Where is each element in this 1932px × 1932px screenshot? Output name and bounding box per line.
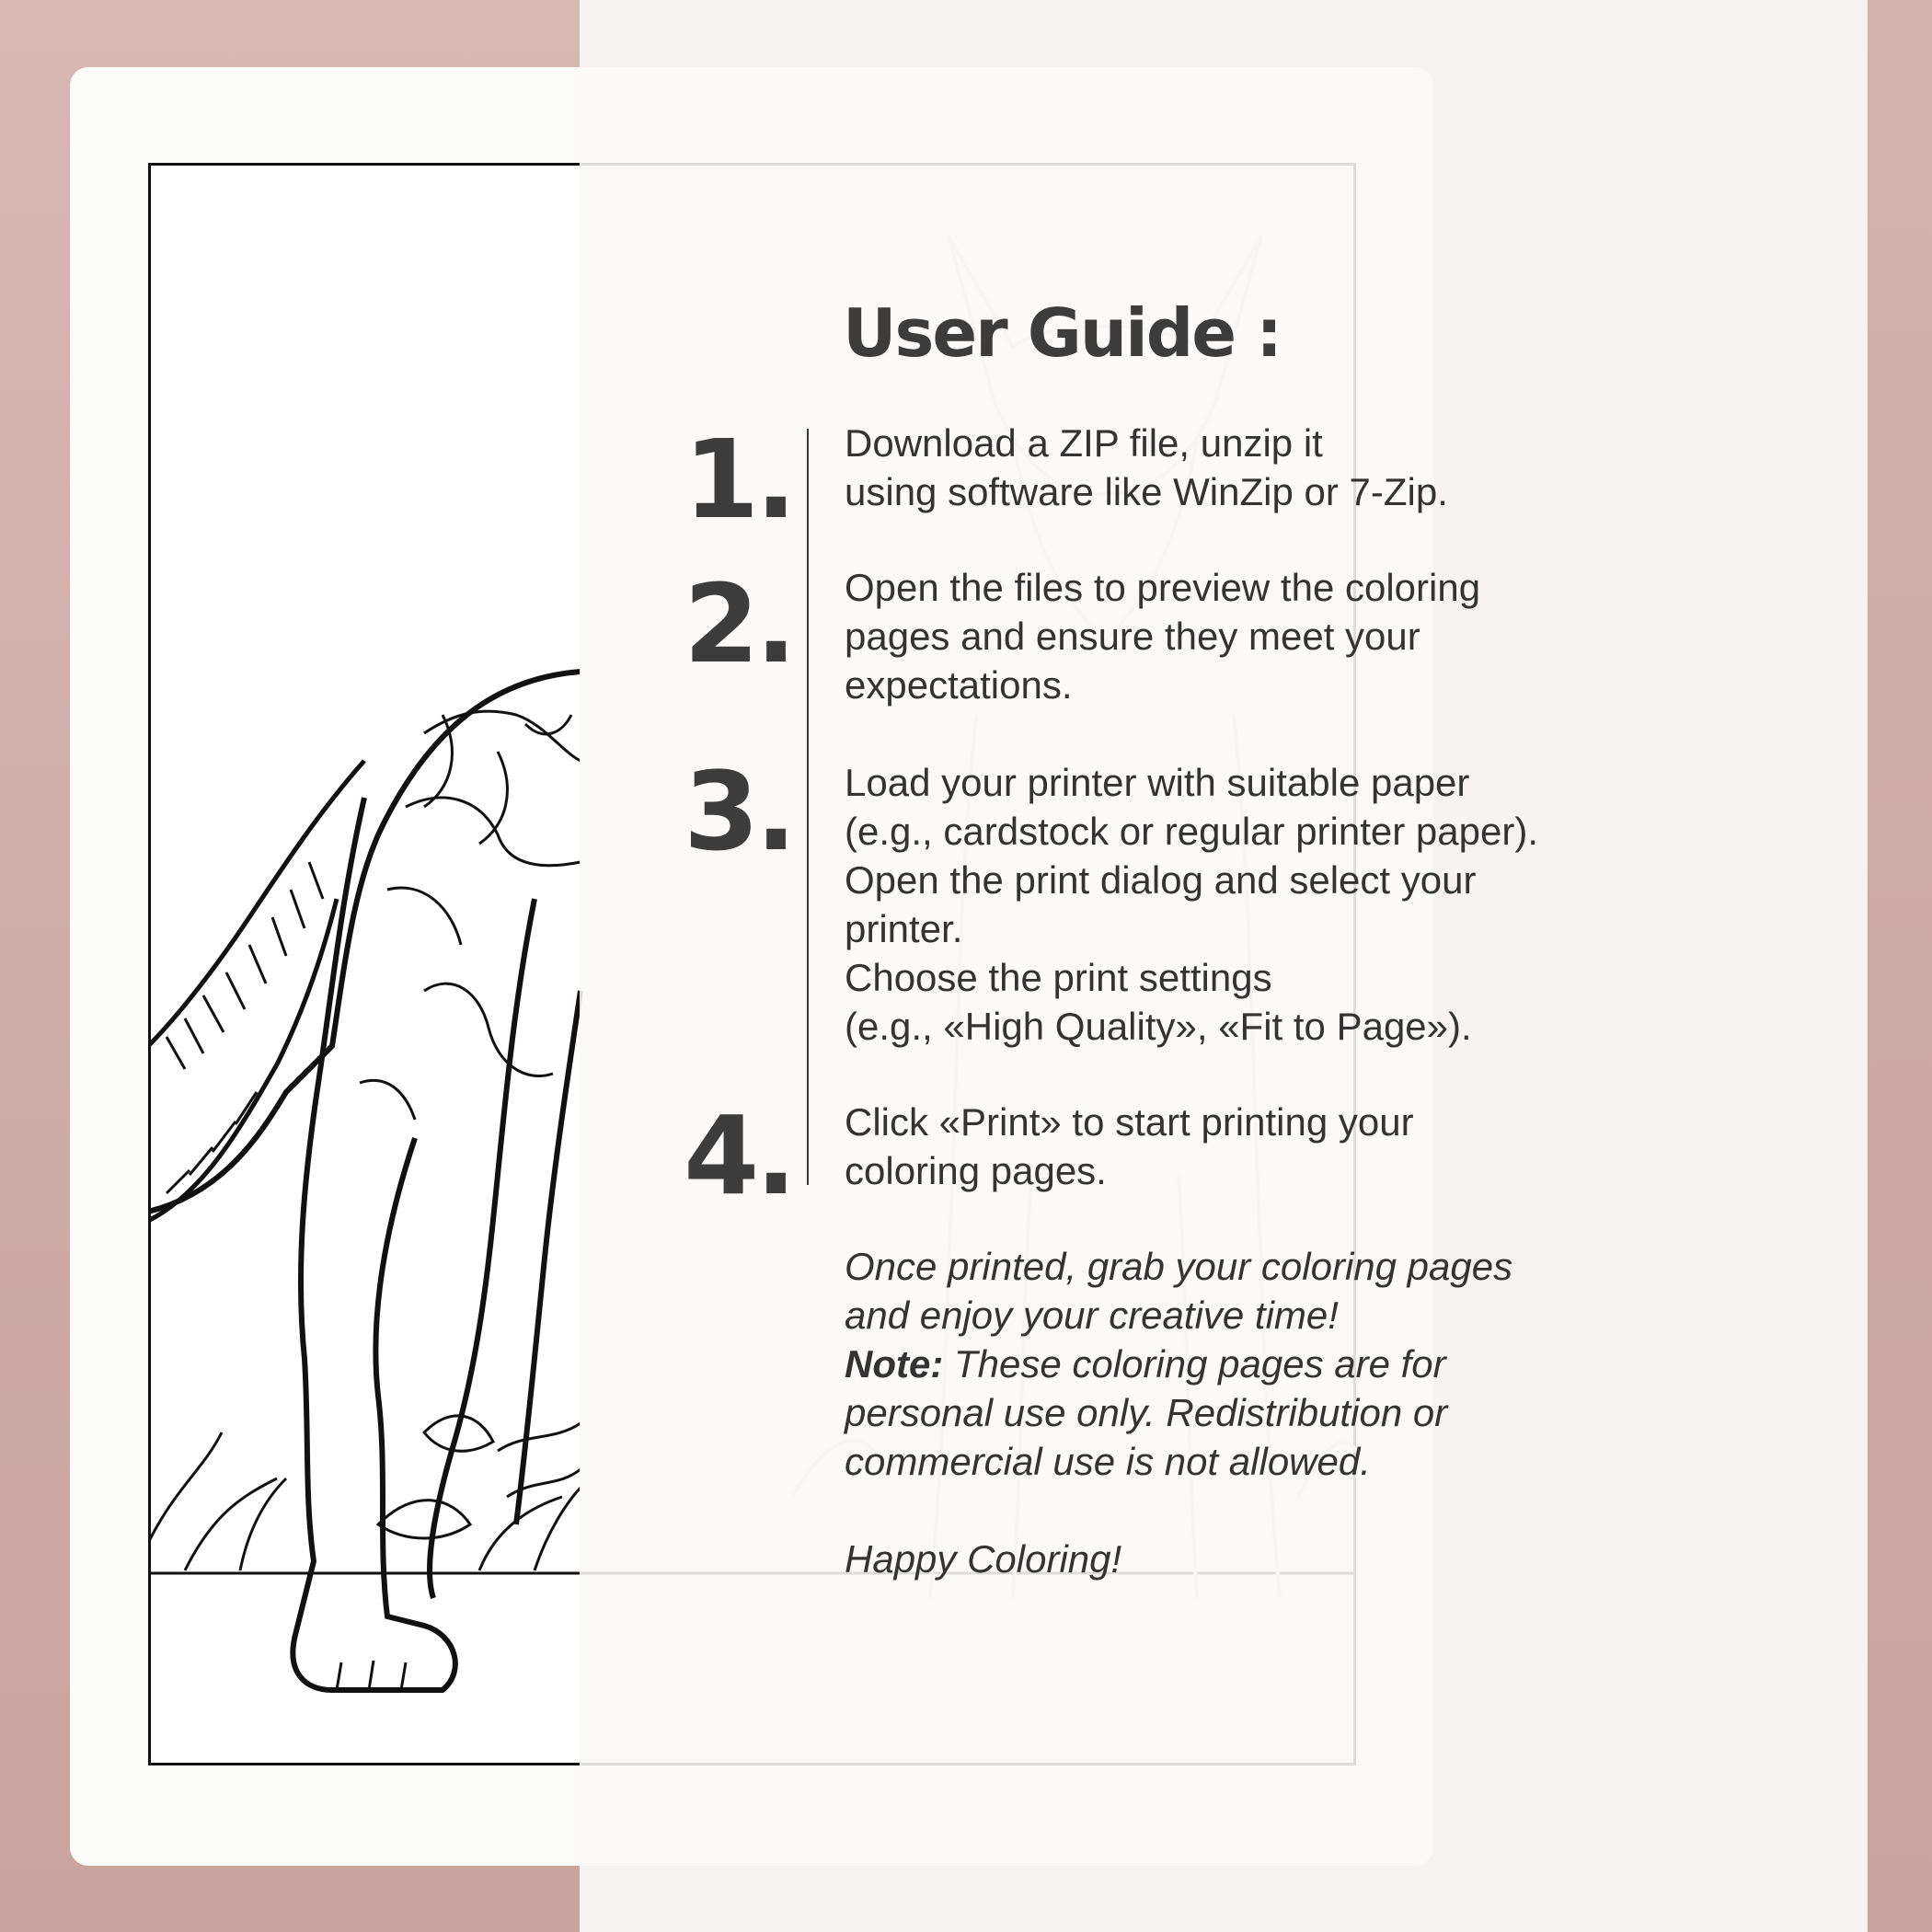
step-4-number: 4. [684, 1092, 793, 1219]
steps-divider [807, 429, 809, 1185]
step-2-text [845, 563, 1765, 709]
step-4-line-2: coloring pages. [845, 1149, 1107, 1192]
note-line-3: commercial use is not allowed. [845, 1440, 1371, 1483]
step-4-text [845, 1098, 1765, 1195]
step-4-line-1: Click «Print» to start printing your [845, 1100, 1414, 1144]
step-3-line-3: Open the print dialog and select your [845, 858, 1477, 902]
note-line-2: personal use only. Redistribution or [845, 1391, 1448, 1434]
step-2-line-3: expectations. [845, 663, 1073, 707]
step-3-line-2: (e.g., cardstock or regular printer paper). [845, 810, 1538, 853]
background-rose-right [1868, 0, 1932, 1932]
step-3-number: 3. [684, 748, 793, 875]
step-3-line-1: Load your printer with suitable paper [845, 761, 1470, 804]
page-title: User Guide : [843, 294, 1281, 372]
step-1-line-2: using software like WinZip or 7-Zip. [845, 470, 1448, 513]
step-2-line-2: pages and ensure they meet your [845, 615, 1420, 658]
step-3-line-5: Choose the print settings [845, 956, 1272, 999]
closing-message [845, 1242, 1765, 1583]
step-3-line-6: (e.g., «High Quality», «Fit to Page»). [845, 1005, 1472, 1048]
note-text-1: These coloring pages are for [943, 1342, 1446, 1386]
step-2-number: 2. [684, 560, 793, 687]
closing-line-1: Once printed, grab your coloring pages [845, 1245, 1513, 1288]
note-line-1 [845, 1340, 1765, 1388]
step-3-text [845, 758, 1765, 1051]
step-2-line-1: Open the files to preview the coloring [845, 566, 1481, 609]
step-1-number: 1. [684, 416, 793, 543]
closing-line-2: and enjoy your creative time! [845, 1294, 1339, 1337]
step-3-line-4: printer. [845, 907, 963, 950]
note-label: Note: [845, 1342, 944, 1386]
signoff: Happy Coloring! [845, 1537, 1122, 1581]
step-1-line-1: Download a ZIP file, unzip it [845, 421, 1323, 465]
step-1-text [845, 419, 1765, 516]
